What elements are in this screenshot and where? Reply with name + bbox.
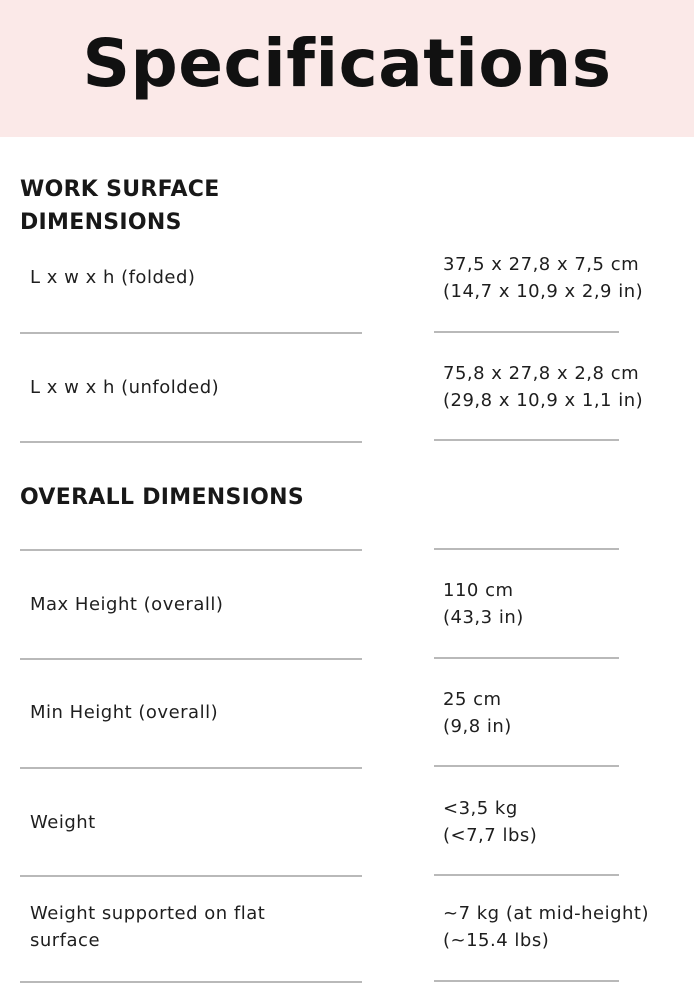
section-heading-work-surface: [20, 173, 340, 239]
spec-label: Max Height (overall): [30, 594, 224, 615]
spec-value-imperial: (43,3 in): [443, 607, 524, 628]
spec-value-imperial: (<7,7 lbs): [443, 825, 538, 846]
spec-value: [443, 251, 688, 305]
row-divider: [20, 441, 362, 443]
spec-value-metric: <3,5 kg: [443, 798, 518, 819]
spec-value: [443, 900, 688, 954]
row-divider: [434, 765, 619, 767]
row-divider: [434, 439, 619, 441]
spec-label: Weight: [30, 812, 96, 833]
section-heading-line: DIMENSIONS: [20, 210, 182, 235]
spec-label-line: surface: [30, 930, 101, 951]
spec-label: L x w x h (folded): [30, 267, 196, 288]
row-divider: [434, 874, 619, 876]
spec-label: Min Height (overall): [30, 702, 219, 723]
row-divider: [434, 331, 619, 333]
spec-label: [30, 900, 330, 954]
spec-value-metric: 37,5 x 27,8 x 7,5 cm: [443, 254, 640, 275]
spec-value: [443, 577, 688, 631]
spec-label: L x w x h (unfolded): [30, 377, 220, 398]
row-divider: [20, 875, 362, 877]
spec-value: [443, 795, 688, 849]
row-divider: [434, 980, 619, 982]
spec-value-imperial: (14,7 x 10,9 x 2,9 in): [443, 281, 644, 302]
row-divider: [20, 981, 362, 983]
page-title: Specifications: [82, 25, 612, 102]
spec-value: [443, 686, 688, 740]
row-divider: [20, 767, 362, 769]
spec-value-imperial: (9,8 in): [443, 716, 512, 737]
row-divider: [20, 658, 362, 660]
spec-value-imperial: (29,8 x 10,9 x 1,1 in): [443, 390, 644, 411]
row-divider: [20, 332, 362, 334]
spec-value: [443, 360, 688, 414]
spec-value-metric: 110 cm: [443, 580, 514, 601]
row-divider: [434, 657, 619, 659]
row-divider: [20, 549, 362, 551]
title-banner: [0, 0, 694, 137]
spec-value-imperial: (~15.4 lbs): [443, 930, 550, 951]
section-heading-line: WORK SURFACE: [20, 177, 220, 202]
spec-value-metric: 75,8 x 27,8 x 2,8 cm: [443, 363, 640, 384]
section-heading-overall: OVERALL DIMENSIONS: [20, 485, 304, 510]
spec-label-line: Weight supported on flat: [30, 903, 266, 924]
spec-value-metric: 25 cm: [443, 689, 502, 710]
row-divider: [434, 548, 619, 550]
spec-value-metric: ~7 kg (at mid-height): [443, 903, 650, 924]
